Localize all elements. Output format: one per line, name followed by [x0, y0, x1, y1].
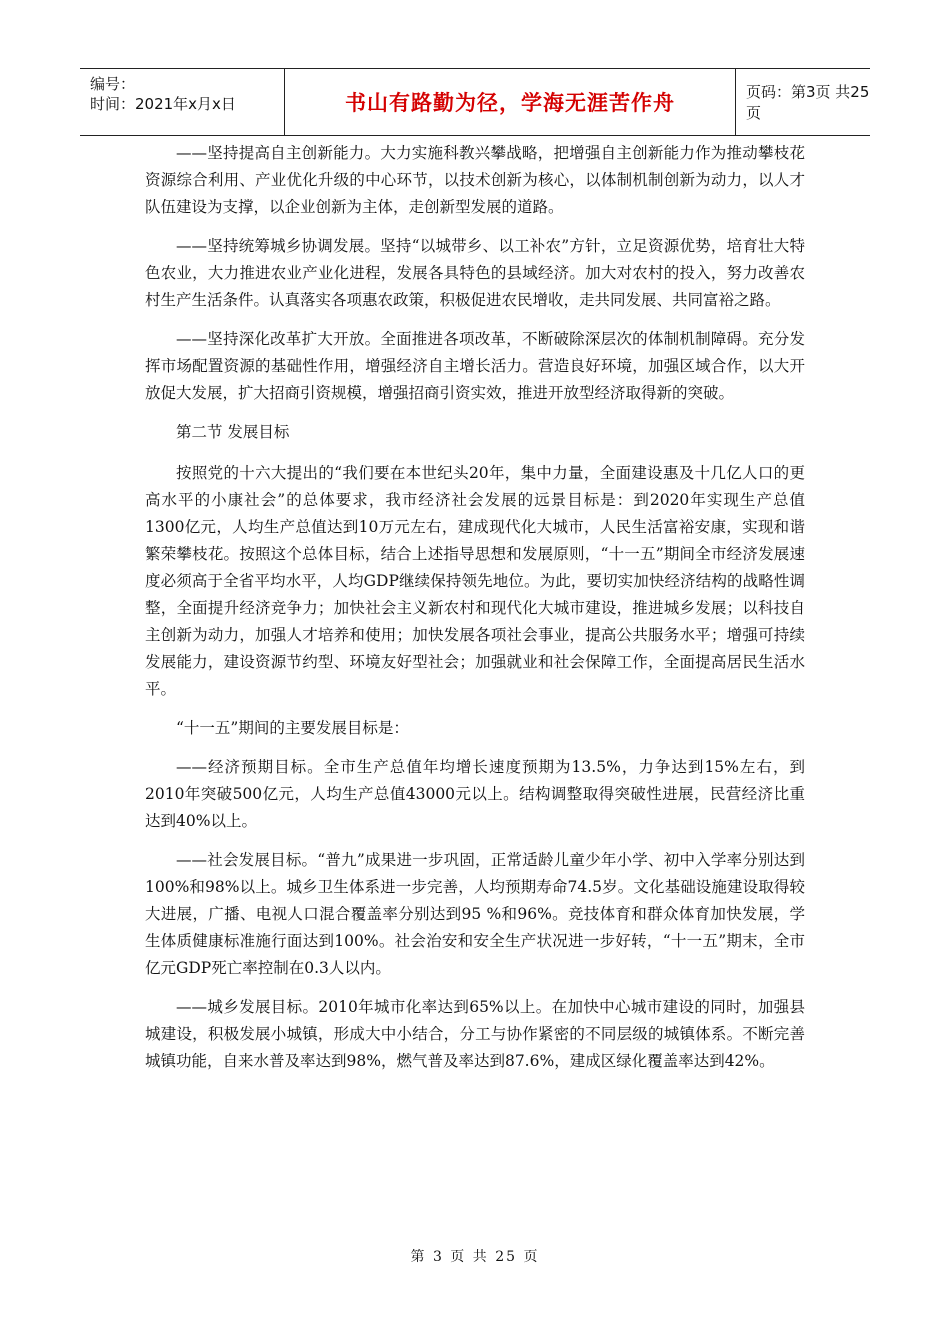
paragraph-urban-goals: ——城乡发展目标。2010年城市化率达到65%以上。在加快中心城市建设的同时，加强县城建设，积极发展小城镇，形成大中小结合，分工与协作紧密的不同层级的城镇体系。不断完善城镇功能，自来水普及率达到98%，燃气普及率达到87.6%，建成区绿化覆盖率达到42%。: [145, 998, 805, 1070]
paragraph-reform: ——坚持深化改革扩大开放。全面推进各项改革，不断破除深层次的体制机制障碍。充分发挥市场配置资源的基础性作用，增强经济自主增长活力。营造良好环境，加强区域合作，以大开放促大发展，扩大招商引资规模，增强招商引资实效，推进开放型经济取得新的突破。: [145, 330, 805, 402]
document-number-label: 编号：: [90, 75, 136, 93]
section-heading: 第二节 发展目标: [176, 423, 290, 441]
page-footer: 第 3 页 共 25 页: [410, 1249, 540, 1265]
header-motto: 书山有路勤为径，学海无涯苦作舟: [345, 91, 675, 115]
paragraph-overall-goals: 按照党的十六大提出的“我们要在本世纪头20年，集中力量，全面建设惠及十几亿人口的更高水平的小康社会”的总体要求，我市经济社会发展的远景目标是：到2020年实现生产总值1300亿元，人均生产总值达到10万元左右，建成现代化大城市，人民生活富裕安康，实现和谐繁荣攀枝花。按照这个总体目标，结合上述指导思想和发展原则，“十一五”期间全市经济发展速度必须高于全省平均水平，人均GDP继续保持领先地位。为此，要切实加快经济结构的战略性调整，全面提升经济竞争力；加快社会主义新农村和现代化大城市建设，推进城乡发展；以科技自主创新为动力，加强人才培养和使用；加快发展各项社会事业，提高公共服务水平；增强可持续发展能力，建设资源节约型、环境友好型社会；加强就业和社会保障工作，全面提高居民生活水平。: [145, 464, 805, 698]
header-page-info: 页码：第3页 共25页: [746, 83, 870, 122]
paragraph-economic-goals: ——经济预期目标。全市生产总值年均增长速度预期为13.5%，力争达到15%左右，到2010年突破500亿元，人均生产总值43000元以上。结构调整取得突破性进展，民营经济比重达到40%以上。: [145, 758, 805, 830]
paragraph-urban-rural: ——坚持统筹城乡协调发展。坚持“以城带乡、以工补农”方针，立足资源优势，培育壮大特色农业，大力推进农业产业化进程，发展各具特色的县域经济。加大对农村的投入，努力改善农村生产生活条件。认真落实各项惠农政策，积极促进农民增收，走共同发展、共同富裕之路。: [145, 237, 805, 309]
paragraph-innovation: ——坚持提高自主创新能力。大力实施科教兴攀战略，把增强自主创新能力作为推动攀枝花资源综合利用、产业优化升级的中心环节，以技术创新为核心，以体制机制创新为动力，以人才队伍建设为支撑，以企业创新为主体，走创新型发展的道路。: [145, 144, 805, 216]
document-body: [145, 140, 805, 1087]
header-motto-cell: [285, 69, 736, 135]
page-header: [80, 68, 870, 136]
paragraph-social-goals: ——社会发展目标。“普九”成果进一步巩固，正常适龄儿童少年小学、初中入学率分别达到100%和98%以上。城乡卫生体系进一步完善，人均预期寿命74.5岁。文化基础设施建设取得较大进展，广播、电视人口混合覆盖率分别达到95 %和96%。竞技体育和群众体育加快发展，学生体质健康标准施行面达到100%。社会治安和安全生产状况进一步好转，“十一五”期末，全市亿元GDP死亡率控制在0.3人以内。: [145, 851, 805, 977]
document-date-label: 时间：2021年x月x日: [90, 95, 236, 113]
paragraph-main-goals-intro: “十一五”期间的主要发展目标是：: [176, 719, 409, 737]
header-info-cell: [80, 69, 285, 135]
